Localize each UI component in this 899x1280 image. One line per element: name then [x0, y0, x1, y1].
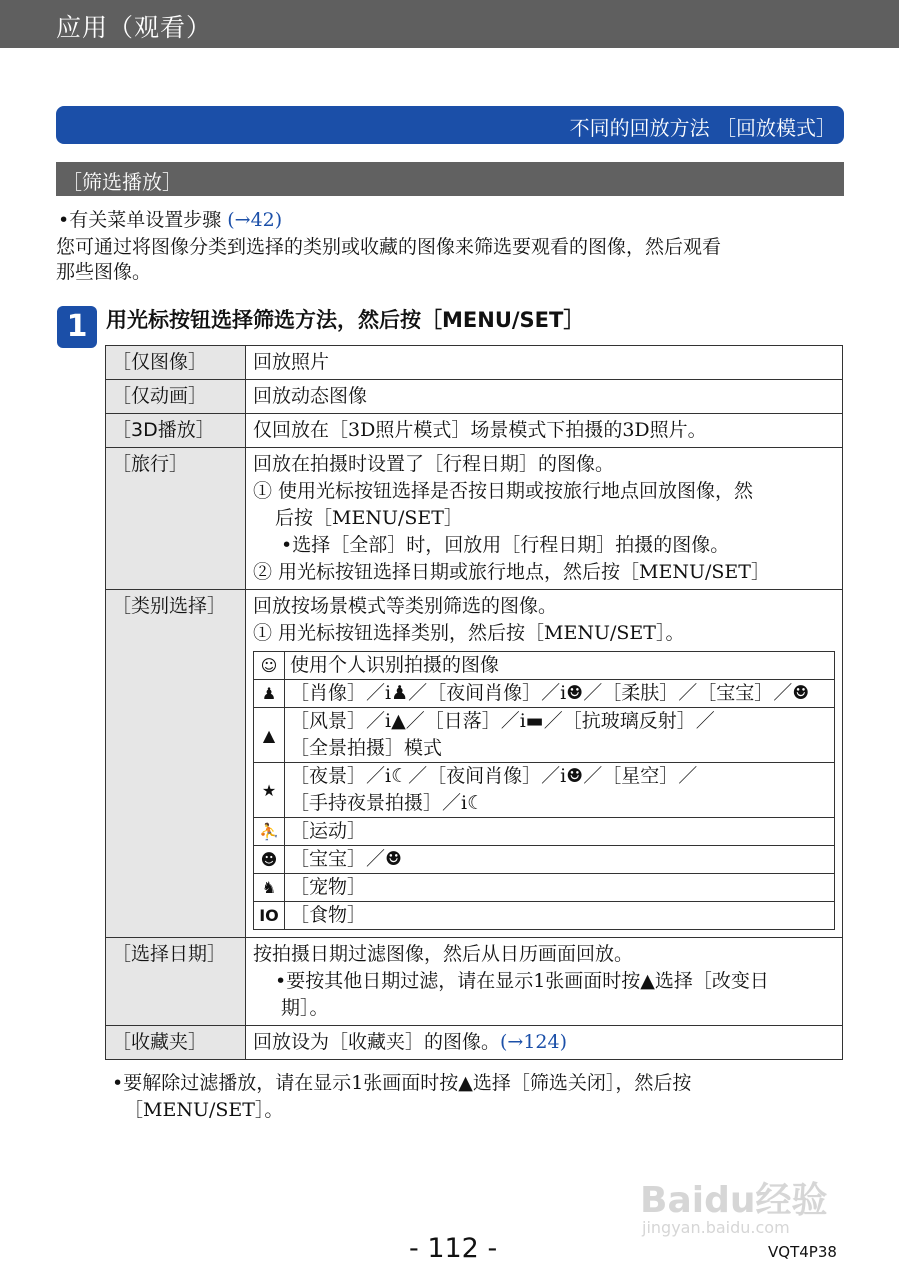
- row-key: ［仅图像］: [106, 346, 246, 380]
- row-key: ［类别选择］: [106, 590, 246, 938]
- document-code: VQT4P38: [768, 1243, 837, 1261]
- table-row: [106, 448, 843, 590]
- row-value: 回放设为［收藏夹］的图像。(→124): [246, 1026, 843, 1060]
- category-row: ☻ ［宝宝］／☻: [254, 846, 835, 874]
- food-icon: ІO: [254, 902, 285, 930]
- row-value: 回放在拍摄时设置了［行程日期］的图像。 ① 使用光标按钮选择是否按日期或按旅行地点回放图像，然 后按［MENU/SET］ •选择［全部］时，回放用［行程日期］拍摄的图像。 ② 用光标按钮选择日期或旅行地点，然后按［MENU/SET］: [246, 448, 843, 590]
- row-key: ［收藏夹］: [106, 1026, 246, 1060]
- category-table: [253, 651, 835, 930]
- category-row: ♟ ［肖像］／i♟／［夜间肖像］／i☻／［柔肤］／［宝宝］／☻: [254, 680, 835, 708]
- sports-icon: ⛹: [254, 818, 285, 846]
- category-row: ♞ ［宠物］: [254, 874, 835, 902]
- row-value: 回放照片: [246, 346, 843, 380]
- portrait-icon: ♟: [254, 680, 285, 708]
- step-title: 用光标按钮选择筛选方法，然后按［MENU/SET］: [106, 308, 585, 332]
- step-number-badge: 1: [57, 306, 97, 348]
- row-value: 按拍摄日期过滤图像，然后从日历画面回放。 •要按其他日期过滤，请在显示1张画面时按▲选择［改变日 期］。: [246, 938, 843, 1026]
- table-row: [106, 380, 843, 414]
- watermark-url: jingyan.baidu.com: [642, 1218, 790, 1237]
- watermark-logo: Baidu经验: [640, 1180, 828, 1221]
- section-title: 不同的回放方法 ［回放模式］: [569, 116, 836, 140]
- category-row: ▲ ［风景］／i▲／［日落］／i▬／［抗玻璃反射］／ ［全景拍摄］模式: [254, 708, 835, 763]
- table-row: [106, 590, 843, 938]
- table-row: [106, 938, 843, 1026]
- table-row: [106, 414, 843, 448]
- category-row: ☺ 使用个人识别拍摄的图像: [254, 652, 835, 680]
- night-icon: ★: [254, 763, 285, 818]
- menu-steps-link[interactable]: (→42): [227, 209, 283, 231]
- header-bar: [0, 0, 899, 48]
- row-value: 仅回放在［3D照片模式］场景模式下拍摄的3D照片。: [246, 414, 843, 448]
- intro-line2: 那些图像。: [56, 261, 152, 283]
- pet-icon: ♞: [254, 874, 285, 902]
- category-row: ★ ［夜景］／i☾／［夜间肖像］／i☻／［星空］／ ［手持夜景拍摄］／i☾: [254, 763, 835, 818]
- favorites-link[interactable]: (→124): [500, 1031, 568, 1053]
- category-row: ІO ［食物］: [254, 902, 835, 930]
- subsection-title: ［筛选播放］: [62, 170, 182, 194]
- page-number: - 112 -: [409, 1233, 498, 1264]
- row-value: 回放动态图像: [246, 380, 843, 414]
- baby-icon: ☻: [254, 846, 285, 874]
- filter-method-table: [105, 345, 843, 1060]
- subsection-bar: [56, 162, 844, 196]
- table-row: [106, 346, 843, 380]
- category-row: ⛹ ［运动］: [254, 818, 835, 846]
- scenery-icon: ▲: [254, 708, 285, 763]
- row-key: ［仅动画］: [106, 380, 246, 414]
- face-recog-icon: ☺: [254, 652, 285, 680]
- row-value: 回放按场景模式等类别筛选的图像。 ① 用光标按钮选择类别，然后按［MENU/SET］。 ☺ 使用个人识别拍摄的图像 ♟ ［肖像］／i♟／［夜间肖像］／i☻／［柔肤］／［宝宝］／☻ ▲ ［风景］／i▲／［日落］／i▬／［抗玻璃反射］／ ［全景拍摄］模式 ★ ［夜景］／i☾／［夜间肖像］／i☻／［星空］／ ［手持夜景拍摄］／i☾ ⛹ ［运动］ ☻ ［宝宝］／☻ ♞ ［宠物］ ІO ［食物］: [246, 590, 843, 938]
- intro-line1: 您可通过将图像分类到选择的类别或收藏的图像来筛选要观看的图像，然后观看: [56, 236, 722, 258]
- footnote: •要解除过滤播放，请在显示1张画面时按▲选择［筛选关闭］，然后按 ［MENU/SET］。: [112, 1072, 692, 1121]
- section-bar: [56, 106, 844, 144]
- row-key: ［3D播放］: [106, 414, 246, 448]
- intro-bullet: •有关菜单设置步骤 (→42): [58, 209, 283, 231]
- row-key: ［旅行］: [106, 448, 246, 590]
- table-row: [106, 1026, 843, 1060]
- header-title: 应用（观看）: [56, 13, 213, 42]
- row-key: ［选择日期］: [106, 938, 246, 1026]
